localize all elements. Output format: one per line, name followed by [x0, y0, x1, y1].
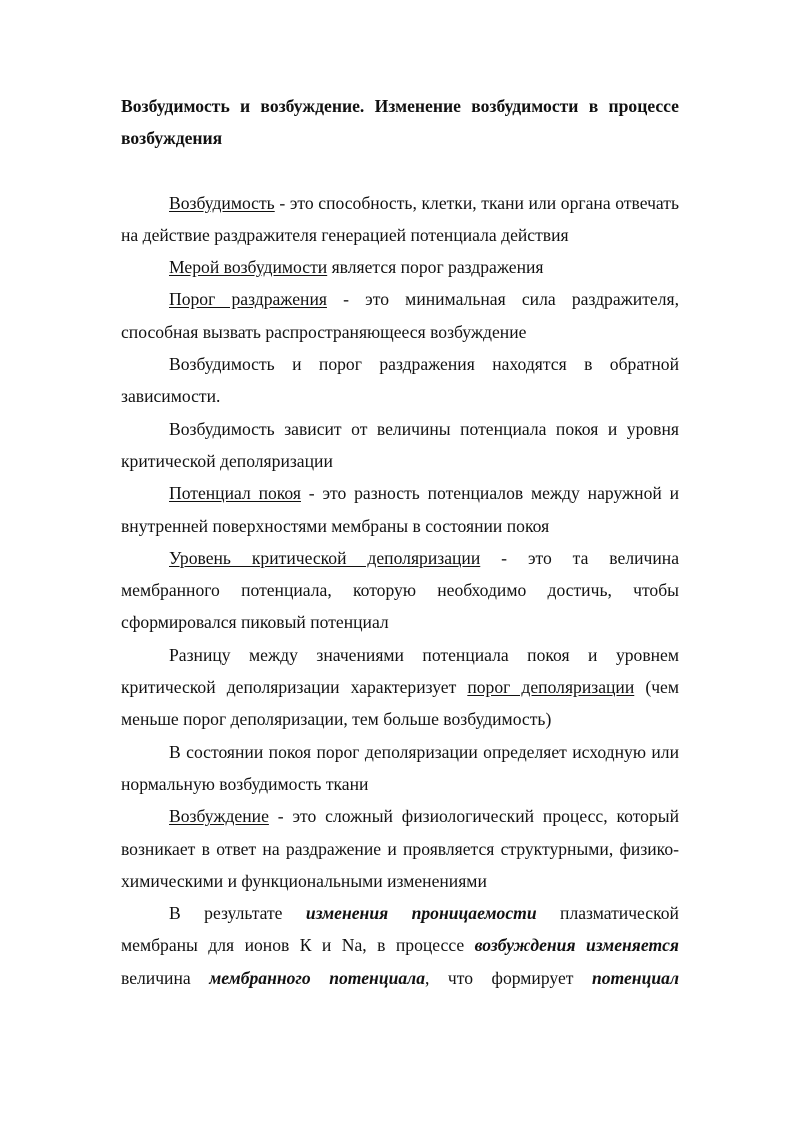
paragraph-text: является порог раздражения: [327, 257, 544, 278]
paragraph-text: - это минимальная сила раздражителя, способная вызвать распространяющееся возбуждение: [121, 289, 679, 342]
paragraph-text: - это разность потенциалов между наружной и внутренней поверхностями мембраны в состоянии покоя: [121, 483, 680, 536]
paragraph-text: - это та величина мембранного потенциала, которую необходимо достичь, чтобы сформировался пиковый потенциал: [121, 547, 680, 633]
paragraph-text: плазматической мембраны для ионов К и Na, в процессе: [121, 903, 679, 956]
paragraph-text: величина: [121, 967, 210, 988]
paragraph-excitation-definition: [121, 800, 679, 897]
paragraph-excitability-definition: [121, 187, 679, 252]
emphasis-bold-italic: возбуждения изменяется: [474, 935, 679, 956]
document-title: Возбудимость и возбуждение. Изменение возбудимости в процессе возбуждения: [121, 96, 679, 149]
paragraph-critical-depolarization: [121, 542, 679, 639]
emphasis-bold-italic: изменения проницаемости: [305, 903, 537, 924]
term-underlined: Потенциал покоя: [169, 483, 301, 504]
term-underlined: Мерой возбудимости: [169, 257, 328, 278]
paragraph-resting-state: В состоянии покоя порог деполяризации определяет исходную или нормальную возбудимость ткани: [121, 741, 679, 794]
paragraph-membrane-potential: [121, 897, 679, 994]
paragraph-text: (чем меньше порог деполяризации, тем больше возбудимость): [121, 677, 679, 730]
paragraph-text: В результате: [169, 903, 306, 924]
paragraph-threshold-definition: [121, 283, 679, 348]
paragraph-excitability-measure: [121, 251, 679, 283]
term-underlined: Возбудимость: [169, 192, 275, 213]
paragraph-text: , что формирует: [425, 967, 592, 988]
term-underlined: порог деполяризации: [467, 677, 635, 698]
term-underlined: Порог раздражения: [169, 289, 327, 310]
paragraph-depolarization-threshold: [121, 639, 679, 736]
paragraph-text: - это способность, клетки, ткани или органа отвечать на действие раздражителя генерацией потенциала действия: [121, 192, 679, 245]
paragraph-text: - это сложный физиологический процесс, который возникает в ответ на раздражение и проявляется структурными, физико-химическими и функциональными изменениями: [121, 806, 679, 891]
document-body: [121, 90, 679, 994]
term-underlined: Уровень критической деполяризации: [169, 547, 481, 568]
emphasis-bold-italic: мембранного потенциала: [209, 967, 426, 988]
term-underlined: Возбуждение: [169, 806, 269, 827]
paragraph-text: Разницу между значениями потенциала покоя и уровнем критической деполяризации характеризует: [121, 644, 679, 698]
paragraph-dependence: Возбудимость зависит от величины потенциала покоя и уровня критической деполяризации: [121, 418, 679, 471]
emphasis-bold-italic: потенциал: [591, 967, 679, 988]
paragraph-inverse-relation: Возбудимость и порог раздражения находятся в обратной зависимости.: [121, 354, 679, 407]
paragraph-resting-potential: [121, 477, 679, 542]
